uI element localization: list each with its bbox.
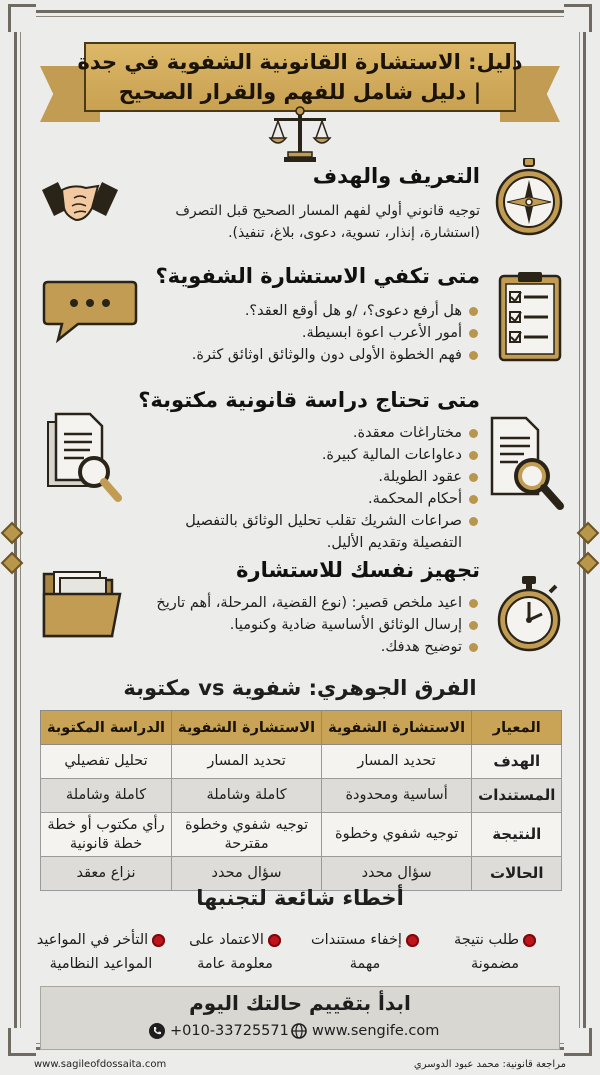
section-text: (استشارة، إنذار، تسوية، دعوى، بلاغ، تنفيذ). <box>228 225 480 241</box>
section-prepare <box>40 556 560 671</box>
folder-icon <box>40 564 124 644</box>
list-item: مختاراغات معقدة. <box>185 422 480 444</box>
mistake-item <box>300 928 430 976</box>
list-item: صراعات الشريك تقلب تحليل الوثائق بالتفصيل <box>185 510 480 532</box>
bullet-list <box>192 300 480 366</box>
list-item: عقود الطويلة. <box>185 466 480 488</box>
comparison-table <box>40 710 562 891</box>
table-cell: كاملة وشاملة <box>172 779 322 813</box>
stopwatch-icon <box>494 574 564 654</box>
list-item: فهم الخطوة الأولى دون والوثائق اوثائق كثرة. <box>192 344 480 366</box>
section-text: توجيه قانوني أولي لفهم المسار الصحيح قبل التصرف <box>175 203 480 219</box>
list-item: اعيد ملخص قصير: (نوع القضية، المرحلة، أهم تاريخ <box>156 592 480 614</box>
checklist-clipboard-icon <box>496 270 564 362</box>
table-cell: النتيجة <box>472 813 562 857</box>
list-item-continuation: التفصيلة وتقديم الأليل. <box>326 535 462 551</box>
mistake-text: مضمونة <box>470 956 520 972</box>
list-item: دعاواعات المالية كبيرة. <box>185 444 480 466</box>
mistake-item <box>430 928 560 976</box>
frame-corner <box>564 1028 592 1056</box>
chat-bubble-icon <box>40 274 140 344</box>
handshake-icon <box>40 168 120 238</box>
section-title: متى تحتاج دراسة قانونية مكتوبة؟ <box>138 388 480 412</box>
mistake-text: مهمة <box>349 956 381 972</box>
mistake-text: إخفاء مستندات <box>311 932 402 948</box>
red-dot-icon <box>152 934 165 947</box>
mistake-item <box>26 928 176 976</box>
table-cell: رأي مكتوب أو خطة خطة قانونية <box>41 813 172 857</box>
frame-corner <box>8 1028 36 1056</box>
footer-cta-bar <box>40 986 560 1050</box>
table-cell: تحليل تفصيلي <box>41 745 172 779</box>
table-cell: الحالات <box>472 857 562 891</box>
section-title: تجهيز نفسك للاستشارة <box>236 558 480 582</box>
table-cell: سؤال محدد <box>322 857 472 891</box>
mistake-text: الاعتماد على <box>189 932 264 948</box>
frame-corner <box>8 4 36 32</box>
banner-main <box>77 42 523 112</box>
scales-of-justice-icon <box>268 106 332 164</box>
phone-number[interactable]: +010-33725571 <box>170 1023 289 1039</box>
bullet-list <box>185 422 480 554</box>
page-subtitle: | دليل شامل للفهم والقرار الصحيح <box>118 80 482 104</box>
page-title: دليل: الاستشارة القانونية الشفوية في جدة <box>77 50 523 74</box>
globe-icon <box>291 1023 307 1039</box>
section-title: متى تكفي الاستشارة الشفوية؟ <box>155 264 480 288</box>
table-cell: الهدف <box>472 745 562 779</box>
bullet-list <box>156 592 480 658</box>
phone-icon <box>149 1023 165 1039</box>
table-cell: المستندات <box>472 779 562 813</box>
red-dot-icon <box>523 934 536 947</box>
list-item: أحكام المحكمة. <box>185 488 480 510</box>
mistake-text: التأخر في المواعيد <box>36 932 149 948</box>
table-header: الدراسة المكتوبة <box>41 711 172 745</box>
table-cell: توجيه شفوي وخطوة <box>322 813 472 857</box>
table-header: الاستشارة الشفوية <box>322 711 472 745</box>
reviewer-credit: مراجعة قانونية: محمد عبود الدوسري <box>413 1059 566 1070</box>
table-header-row <box>41 711 562 745</box>
section-definition <box>40 158 560 258</box>
phone-contact[interactable] <box>149 1023 289 1039</box>
list-item: إرسال الوثائق الأساسية ضادية وكنوميا. <box>156 614 480 636</box>
mistake-text: المواعيد النظامية <box>49 956 153 972</box>
table-row <box>41 779 562 813</box>
red-dot-icon <box>268 934 281 947</box>
document-search-icon <box>40 408 122 508</box>
table-row <box>41 745 562 779</box>
list-item: توضيح هدفك. <box>156 636 480 658</box>
website-link[interactable]: www.sengife.com <box>312 1023 440 1039</box>
section-title: التعريف والهدف <box>312 164 480 188</box>
table-row <box>41 813 562 857</box>
cta-title: ابدأ بتقييم حالتك اليوم <box>189 991 411 1015</box>
red-dot-icon <box>406 934 419 947</box>
table-cell: توجيه شفوي وخطوة مقترحة <box>172 813 322 857</box>
table-header: الاستشارة الشفوية <box>172 711 322 745</box>
mistake-text: معلومة عامة <box>197 956 273 972</box>
table-cell: أساسية ومحدودة <box>322 779 472 813</box>
bottom-website[interactable]: www.sagileofdossaita.com <box>34 1059 167 1070</box>
section-written-needed <box>40 386 560 556</box>
document-magnifier-icon <box>484 414 566 514</box>
table-cell: نزاع معقد <box>41 857 172 891</box>
table-cell: سؤال محدد <box>172 857 322 891</box>
frame-corner <box>564 4 592 32</box>
table-cell: تحديد المسار <box>322 745 472 779</box>
comparison-title: الفرق الجوهري: شفوية vs مكتوبة <box>123 676 477 700</box>
mistakes-title: أخطاء شائعة لتجنبها <box>196 886 404 910</box>
list-item: هل أرفع دعوى؟، /و هل أوقع العقد؟. <box>192 300 480 322</box>
mistake-item <box>170 928 300 976</box>
mistake-text: طلب نتيجة <box>453 932 520 948</box>
section-oral-enough <box>40 262 560 372</box>
table-header: المعيار <box>472 711 562 745</box>
compass-icon <box>494 158 564 238</box>
table-cell: كاملة وشاملة <box>41 779 172 813</box>
website-contact[interactable] <box>291 1023 439 1039</box>
table-cell: تحديد المسار <box>172 745 322 779</box>
list-item: أمور الأعرب اعوة ابسيطة. <box>192 322 480 344</box>
